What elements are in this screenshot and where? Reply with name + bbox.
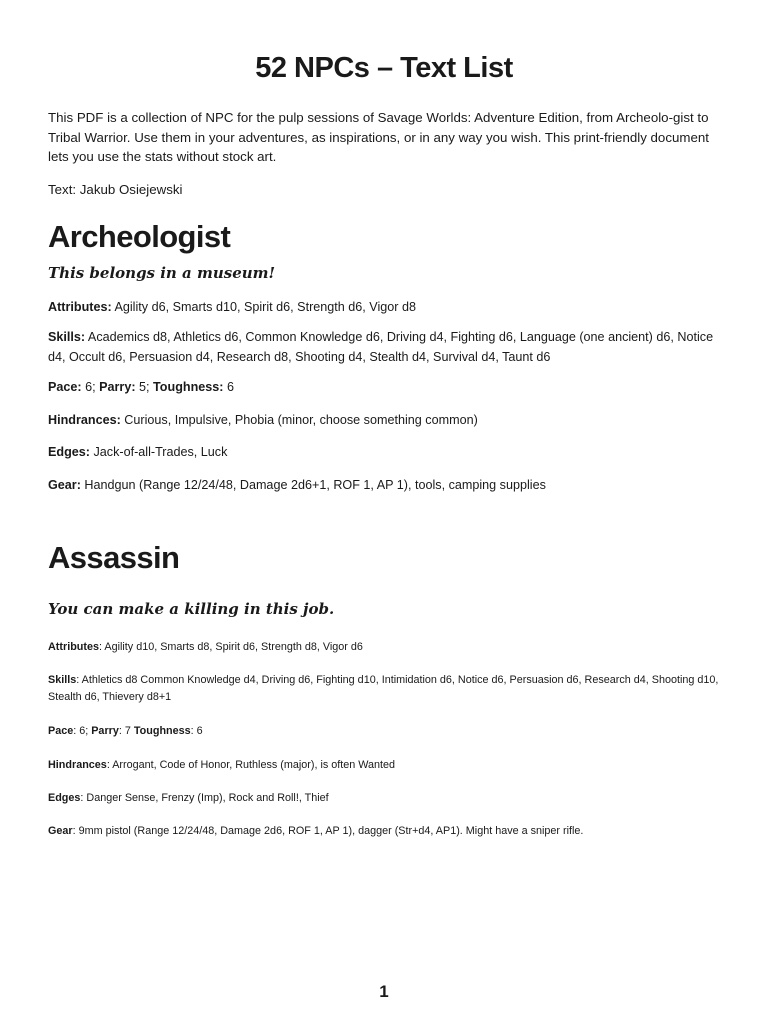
attributes-value: : Agility d10, Smarts d8, Spirit d6, Strength d8, Vigor d6 (99, 641, 363, 653)
npc-attributes (48, 639, 720, 656)
npc-hindrances (48, 757, 720, 774)
npc-derived-stats (48, 723, 720, 740)
intro-paragraph: This PDF is a collection of NPC for the pulp sessions of Savage Worlds: Adventure Edition, from Archeolo-gist to Tribal Warrior. Use them in your adventures, as inspirations, or in any way you wish. This print-friendly document lets you use the stats without stock art. (48, 110, 709, 164)
gear-value: Handgun (Range 12/24/48, Damage 2d6+1, ROF 1, AP 1), tools, camping supplies (80, 478, 546, 492)
npc-edges (48, 442, 720, 462)
attributes-label: Attributes: (48, 300, 112, 314)
npc-derived-stats (48, 377, 720, 397)
npc-gear (48, 823, 720, 840)
pace-label: Pace: (48, 380, 82, 394)
pace-value: : 6; (73, 725, 92, 737)
npc-name: Archeologist (48, 219, 231, 254)
npc-attributes (48, 297, 720, 317)
hindrances-value: Curious, Impulsive, Phobia (minor, choose something common) (120, 413, 478, 427)
npc-gear (48, 475, 720, 495)
skills-label: Skills: (48, 330, 86, 344)
skills-label: Skills (48, 674, 77, 686)
skills-value: : Athletics d8 Common Knowledge d4, Driving d6, Fighting d10, Intimidation d6, Notice d6, Persuasion d6, Research d4, Shooting d10, Stealth d6, Thievery d8+1 (48, 674, 719, 703)
pace-label: Pace (48, 725, 74, 737)
npc-tagline: You can make a killing in this job. (48, 600, 335, 618)
parry-label: Parry (91, 725, 119, 737)
attributes-value: Agility d6, Smarts d10, Spirit d6, Strength d6, Vigor d8 (111, 300, 416, 314)
npc-tagline: This belongs in a museum! (48, 264, 276, 282)
npc-edges (48, 790, 720, 807)
hindrances-label: Hindrances: (48, 413, 121, 427)
parry-value: : 7 (118, 725, 134, 737)
npc-hindrances (48, 410, 720, 430)
gear-label: Gear: (48, 478, 81, 492)
edges-label: Edges (48, 792, 81, 804)
npc-skills (48, 672, 720, 706)
document-title: 52 NPCs – Text List (255, 52, 513, 84)
toughness-value: 6 (223, 380, 234, 394)
toughness-label: Toughness (133, 725, 191, 737)
hindrances-label: Hindrances (48, 759, 107, 771)
edges-label: Edges: (48, 445, 90, 459)
parry-label: Parry: (99, 380, 136, 394)
gear-value: : 9mm pistol (Range 12/24/48, Damage 2d6, ROF 1, AP 1), dagger (Str+d4, AP1). Might have a sniper rifle. (72, 825, 584, 837)
npc-skills (48, 327, 720, 367)
hindrances-value: : Arrogant, Code of Honor, Ruthless (major), is often Wanted (106, 759, 396, 771)
page-number: 1 (379, 982, 389, 1001)
author-credit: Text: Jakub Osiejewski (48, 182, 183, 197)
gear-label: Gear (48, 825, 73, 837)
edges-value: : Danger Sense, Frenzy (Imp), Rock and Roll!, Thief (80, 792, 329, 804)
toughness-value: : 6 (190, 725, 203, 737)
attributes-label: Attributes (48, 641, 99, 653)
edges-value: Jack-of-all-Trades, Luck (90, 445, 228, 459)
toughness-label: Toughness: (153, 380, 224, 394)
pace-value: 6; (81, 380, 100, 394)
parry-value: 5; (135, 380, 154, 394)
skills-value: Academics d8, Athletics d6, Common Knowledge d6, Driving d4, Fighting d6, Language (one ancient) d6, Notice d4, Occult d6, Persuasion d4, Research d8, Shooting d4, Stealth d4, Survival d4, Taunt d6 (48, 330, 714, 364)
npc-name: Assassin (48, 540, 180, 575)
